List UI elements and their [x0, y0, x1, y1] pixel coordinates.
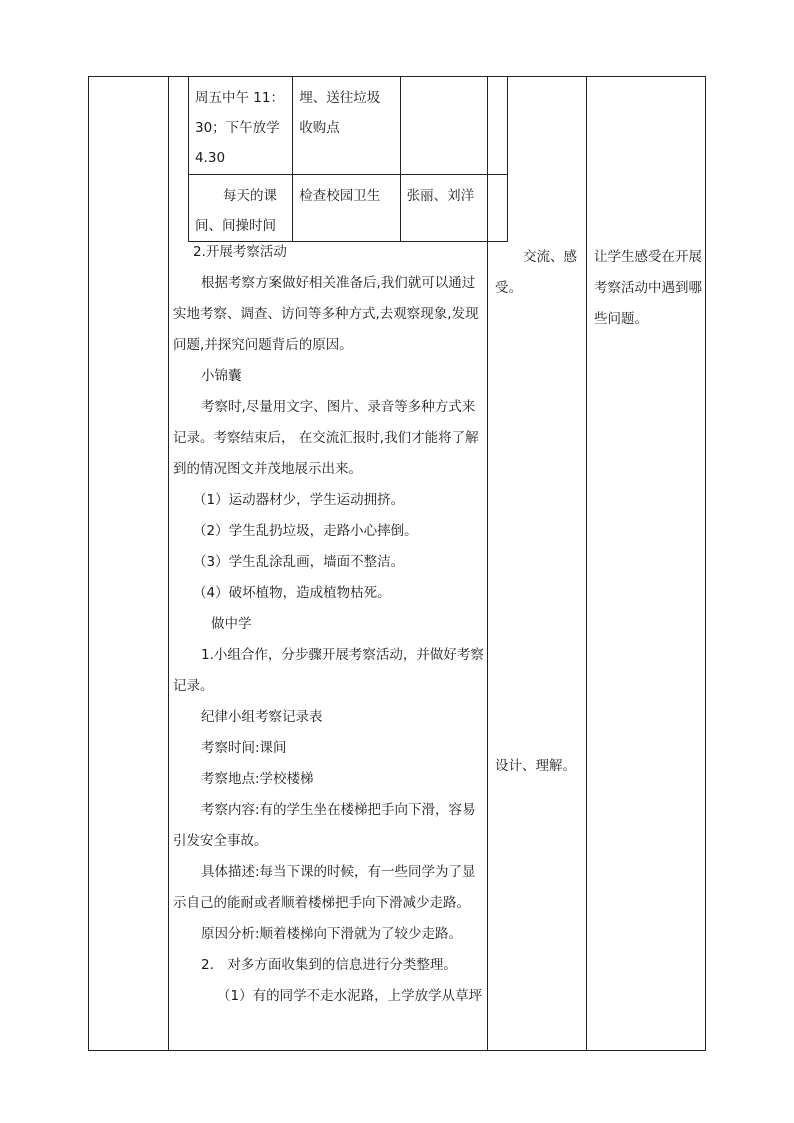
section-heading: 2.开展考察活动 [193, 244, 287, 260]
record-field: 具体描述:每当下课的时候，有一些同学为了显示自己的能耐或者顺着楼梯把手向下滑减少走路。 [173, 864, 476, 911]
schedule-person-cell [400, 77, 507, 175]
record-field: 原因分析:顺着楼梯向下滑就为了较少走路。 [201, 926, 463, 942]
list-item: （2）学生乱扔垃圾，走路小心摔倒。 [193, 523, 418, 539]
record-field: 考察内容:有的学生坐在楼梯把手向下滑，容易引发安全事故。 [173, 802, 476, 849]
record-title: 纪律小组考察记录表 [201, 709, 323, 725]
schedule-subtable [188, 76, 508, 242]
teaching-content [173, 237, 485, 1012]
section-heading: 做中学 [211, 616, 252, 632]
schedule-time-cell: 每天的课间、间操时间 [189, 175, 293, 242]
schedule-person-cell: 张丽、刘洋 [400, 175, 507, 242]
student-activity: 交流、感受。 [495, 249, 577, 296]
paragraph: 考察时,尽量用文字、图片、录音等多种方式来记录。考察结束后， 在交流汇报时,我们才能将了解到的情况图文并茂地展示出来。 [173, 399, 479, 477]
paragraph: 1.小组合作，分步骤开展考察活动，并做好考察记录。 [173, 647, 484, 694]
paragraph: 2. 对多方面收集到的信息进行分类整理。 [201, 957, 457, 973]
list-item: （1）有的同学不走水泥路，上学放学从草坪 [217, 988, 483, 1004]
list-item: （4）破坏植物，造成植物枯死。 [193, 585, 391, 601]
lesson-table [88, 76, 706, 1051]
design-intent: 让学生感受在开展考察活动中遇到哪些问题。 [594, 249, 702, 327]
tip-heading: 小锦囊 [201, 368, 242, 384]
student-activity: 设计、理解。 [495, 758, 576, 774]
list-item: （1）运动器材少，学生运动拥挤。 [193, 492, 405, 508]
column-divider [168, 77, 169, 1050]
column-divider [586, 77, 587, 1050]
record-field: 考察地点:学校楼梯 [201, 771, 314, 787]
list-item: （3）学生乱涂乱画，墙面不整洁。 [193, 554, 405, 570]
schedule-task-cell: 检查校园卫生 [293, 175, 400, 242]
schedule-time-cell: 周五中午 11：30；下午放学 4.30 [189, 77, 293, 175]
record-field: 考察时间:课间 [201, 740, 287, 756]
paragraph: 根据考察方案做好相关准备后,我们就可以通过实地考察、调查、访问等多种方式,去观察现象,发现问题,并探究问题背后的原因。 [173, 275, 479, 353]
schedule-task-cell: 埋、送往垃圾收购点 [293, 77, 400, 175]
